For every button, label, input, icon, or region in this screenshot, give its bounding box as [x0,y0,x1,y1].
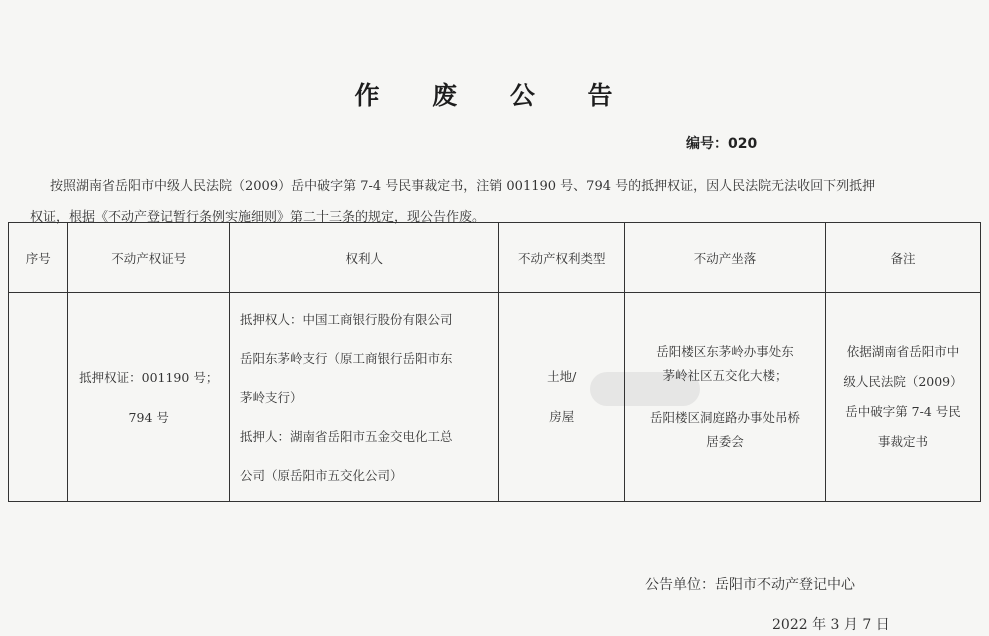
cell-note [825,293,980,502]
cell-cert-no [68,293,230,502]
note-line: 依据湖南省岳阳市中 [846,344,960,359]
cert-line-2: 794 号 [128,410,169,425]
publisher: 公告单位：岳阳市不动产登记中心 [645,577,855,593]
note-line: 级人民法院（2009） [843,374,963,389]
header-note: 备注 [825,223,980,293]
cert-line-1: 抵押权证：001190 号； [79,370,219,385]
paragraph-line-1: 按照湖南省岳阳市中级人民法院（2009）岳中破字第 7-4 号民事裁定书，注销 001190 号、794 号的抵押权证，因人民法院无法收回下列抵押 [50,179,876,194]
paragraph-line-2: 权证，根据《不动产登记暂行条例实施细则》第二十三条的规定，现公告作废。 [30,210,486,225]
cell-right-type [499,293,625,502]
type-line: 土地/ [547,369,577,384]
location-line: 茅岭社区五交化大楼； [662,368,788,383]
cell-seq [9,293,68,502]
location-line: 居委会 [706,434,744,449]
header-seq: 序号 [9,223,68,293]
note-line: 事裁定书 [877,434,928,449]
header-cert-no: 不动产权证号 [68,223,230,293]
page-title: 作 废 公 告 [354,81,635,110]
header-holder: 权利人 [230,223,499,293]
note-line: 岳中破字第 7-4 号民 [845,404,961,419]
location-line: 岳阳楼区东茅岭办事处东 [656,344,794,359]
document-number-value: 020 [728,136,758,152]
holder-line: 公司（原岳阳市五交化公司） [240,467,403,483]
document-number [686,133,757,153]
cell-location [625,293,826,502]
header-location: 不动产坐落 [625,223,826,293]
holder-line: 抵押权人：中国工商银行股份有限公司 [240,311,453,327]
document-number-label: 编号： [686,136,728,152]
publish-date: 2022 年 3 月 7 日 [772,617,890,633]
location-line: 岳阳楼区洞庭路办事处吊桥 [650,410,801,425]
holder-line: 抵押人：湖南省岳阳市五金交电化工总 [240,428,453,444]
table-row [9,293,981,502]
table-header-row [9,223,981,293]
location-spacer [625,388,825,406]
cell-holder [230,293,499,502]
header-right-type: 不动产权利类型 [499,223,625,293]
holder-line: 岳阳东茅岭支行（原工商银行岳阳市东 [240,350,453,366]
holder-line: 茅岭支行） [240,389,303,405]
type-line: 房屋 [549,409,575,424]
cancellation-table [8,222,981,502]
